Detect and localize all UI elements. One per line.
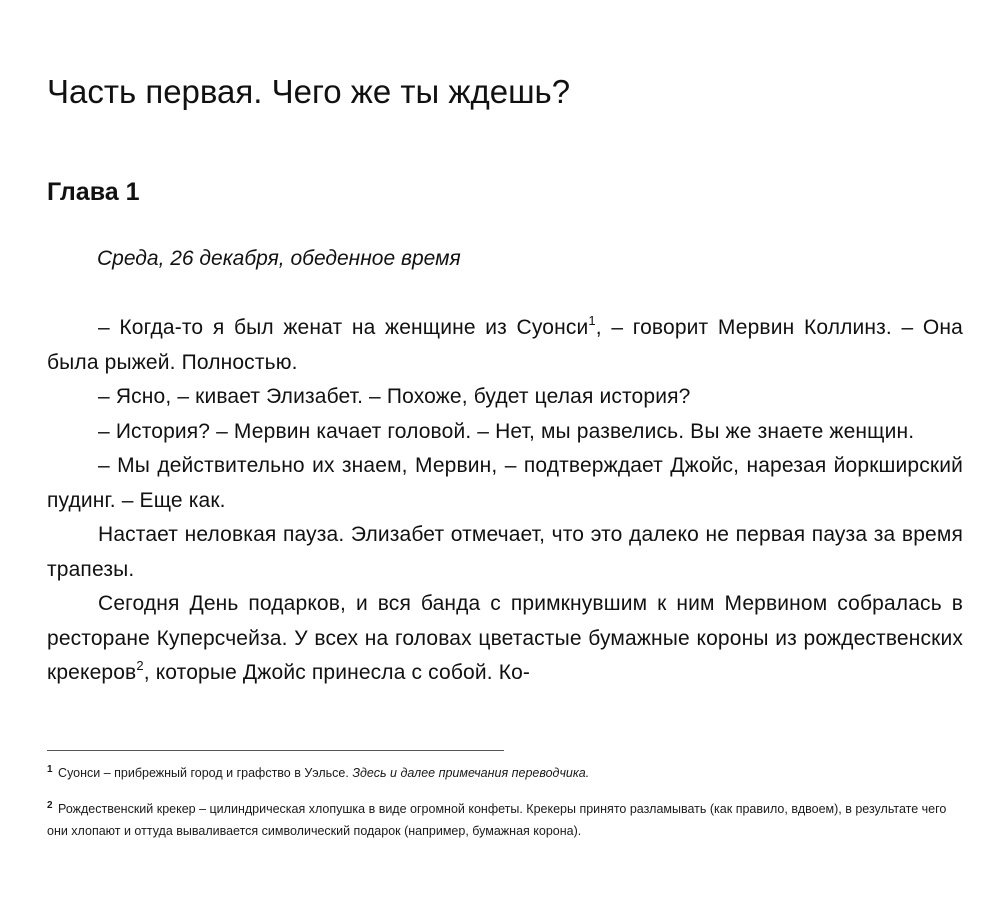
paragraph-text: – История? – Мервин качает головой. – Нет, мы развелись. Вы же знаете женщин. [98,419,915,443]
chapter-title: Глава 1 [47,178,140,206]
paragraph-text: Настает неловкая пауза. Элизабет отмечает, что это далеко не первая пауза за время трапезы. [47,523,963,581]
paragraph-text: Сегодня День подарков, и вся банда с примкнувшим к ним Мервином собралась в ресторане Куперсчейза. У всех на головах цветастые бумажные короны из рождественских крекеров [47,592,963,684]
footnotes [47,762,963,856]
footnote-number: 1 [47,764,53,775]
paragraph-text: , которые Джойс принесла с собой. Ко- [143,661,531,684]
body-text [47,311,963,691]
paragraph [47,449,963,518]
paragraph [47,311,963,380]
paragraph-text: – Мы действительно их знаем, Мервин, – подтверждает Джойс, нарезая йоркширский пудинг. – Еще как. [47,454,963,512]
paragraph-text: – Когда-то я был женат на женщине из Суонси [98,316,589,339]
footnote-number: 2 [47,800,53,811]
paragraph [47,415,963,450]
footnote-text: Суонси – прибрежный город и графство в Уэльсе. [58,766,353,780]
footnote-ref[interactable]: 2 [136,658,144,673]
paragraph [47,380,963,415]
paragraph [47,587,963,691]
part-title: Часть первая. Чего же ты ждешь? [47,73,571,110]
paragraph [47,518,963,587]
footnote-text: Рождественский крекер – цилиндрическая хлопушка в виде огромной конфеты. Крекеры принято разламывать (как правило, вдвоем), в результате чего они хлопают и оттуда вываливается символический подарок (например, бумажная корона). [47,802,947,838]
paragraph-text: – Ясно, – кивает Элизабет. – Похоже, будет целая история? [98,385,691,408]
footnote-divider [47,750,504,751]
footnote [47,762,963,784]
footnote-ref[interactable]: 1 [588,313,596,328]
dateline: Среда, 26 декабря, обеденное время [97,247,461,270]
paragraph-text: , – говорит Мервин Коллинз. – Она была рыжей. Полностью. [47,316,963,374]
footnote [47,798,963,842]
footnote-note: Здесь и далее примечания переводчика. [352,766,590,780]
